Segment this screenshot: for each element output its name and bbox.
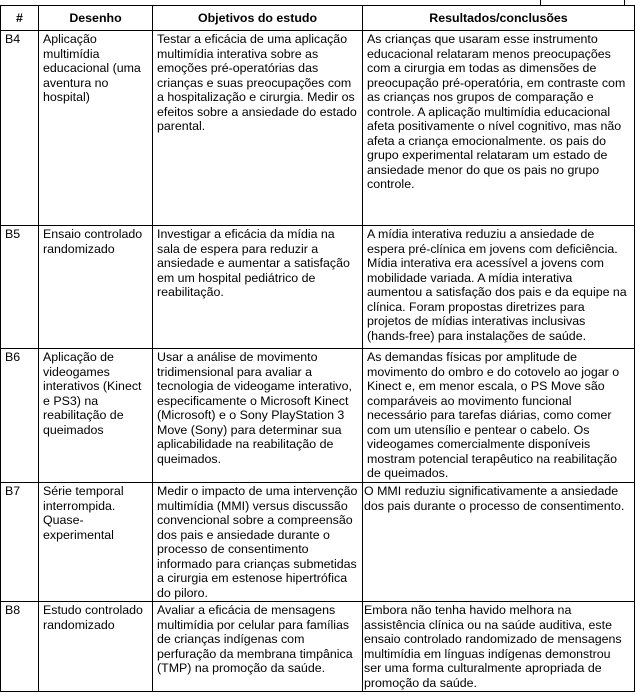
cell-objectives: Avaliar a eficácia de mensagens multimídia por celular para famílias de crianças indígenas com perfuração da membrana timpânica (TMP) na promoção da saúde. [153, 602, 363, 692]
table-row [1, 31, 635, 226]
cell-results: A mídia interativa reduziu a ansiedade de espera pré-clínica em jovens com deficiência. Mídia interativa era acessível a jovens com mobilidade variada. A mídia interativa aumentou a satisfação dos pais e da equipe na clínica. Foram propostas diretrizes para projetos de mídias interativas inclusivas (hands-free) para instalações de saúde. [363, 226, 635, 349]
cell-id: B6 [1, 349, 39, 483]
cell-design: Aplicação multimídia educacional (uma aventura no hospital) [39, 31, 153, 226]
table-row [1, 226, 635, 349]
cell-design: Estudo controlado randomizado [39, 602, 153, 692]
table-header-row [1, 6, 635, 31]
cell-objectives: Testar a eficácia de uma aplicação multimídia interativa sobre as emoções pré-operatórias das crianças e suas preocupações com a hospitalização e cirurgia. Medir os efeitos sobre a ansiedade do estado parental. [153, 31, 363, 226]
header-results: Resultados/conclusões [363, 6, 635, 31]
cell-results: As crianças que usaram esse instrumento educacional relataram menos preocupações com a cirurgia em todas as dimensões de preocupação pré-operatória, em contraste com as crianças nos grupos de comparação e controle. A aplicação multimídia educacional afeta positivamente o nível cognitivo, mas não afeta a criança emocionalmente. os pais do grupo experimental relataram um estado de ansiedade menor do que os pais no grupo controle. [363, 31, 635, 226]
table-row [1, 602, 635, 692]
table-row [1, 483, 635, 602]
cell-id: B5 [1, 226, 39, 349]
studies-table [0, 5, 635, 692]
cell-results: As demandas físicas por amplitude de movimento do ombro e do cotovelo ao jogar o Kinect e, em menor escala, o PS Move são comparáveis ao movimento funcional necessário para tarefas diárias, como comer com um utensílio e pentear o cabelo. Os videogames comercialmente disponíveis mostram potencial terapêutico na reabilitação de queimados. [363, 349, 635, 483]
header-design: Desenho [39, 6, 153, 31]
cell-design: Aplicação de videogames interativos (Kinect e PS3) na reabilitação de queimados [39, 349, 153, 483]
cell-design: Ensaio controlado randomizado [39, 226, 153, 349]
cell-objectives: Investigar a eficácia da mídia na sala de espera para reduzir a ansiedade e aumentar a satisfação em um hospital pediátrico de reabilitação. [153, 226, 363, 349]
cell-id: B4 [1, 31, 39, 226]
header-id: # [1, 6, 39, 31]
cell-results: Embora não tenha havido melhora na assistência clínica ou na saúde auditiva, este ensaio controlado randomizado de mensagens multimídia em línguas indígenas demonstrou ser uma forma culturalmente apropriada de promoção da saúde. [363, 602, 635, 692]
cell-design: Série temporal interrompida. Quase-experimental [39, 483, 153, 602]
cell-id: B7 [1, 483, 39, 602]
cell-results: O MMI reduziu significativamente a ansiedade dos pais durante o processo de consentimento. [363, 483, 635, 602]
cell-objectives: Usar a análise de movimento tridimensional para avaliar a tecnologia de videogame interativo, especificamente o Microsoft Kinect (Microsoft) e o Sony PlayStation 3 Move (Sony) para determinar sua aplicabilidade na reabilitação de queimados. [153, 349, 363, 483]
cell-id: B8 [1, 602, 39, 692]
table-row [1, 349, 635, 483]
cell-objectives: Medir o impacto de uma intervenção multimídia (MMI) versus discussão convencional sobre a compreensão dos pais e ansiedade durante o processo de consentimento informado para crianças submetidas a cirurgia em estenose hipertrófica do piloro. [153, 483, 363, 602]
header-objectives: Objetivos do estudo [153, 6, 363, 31]
